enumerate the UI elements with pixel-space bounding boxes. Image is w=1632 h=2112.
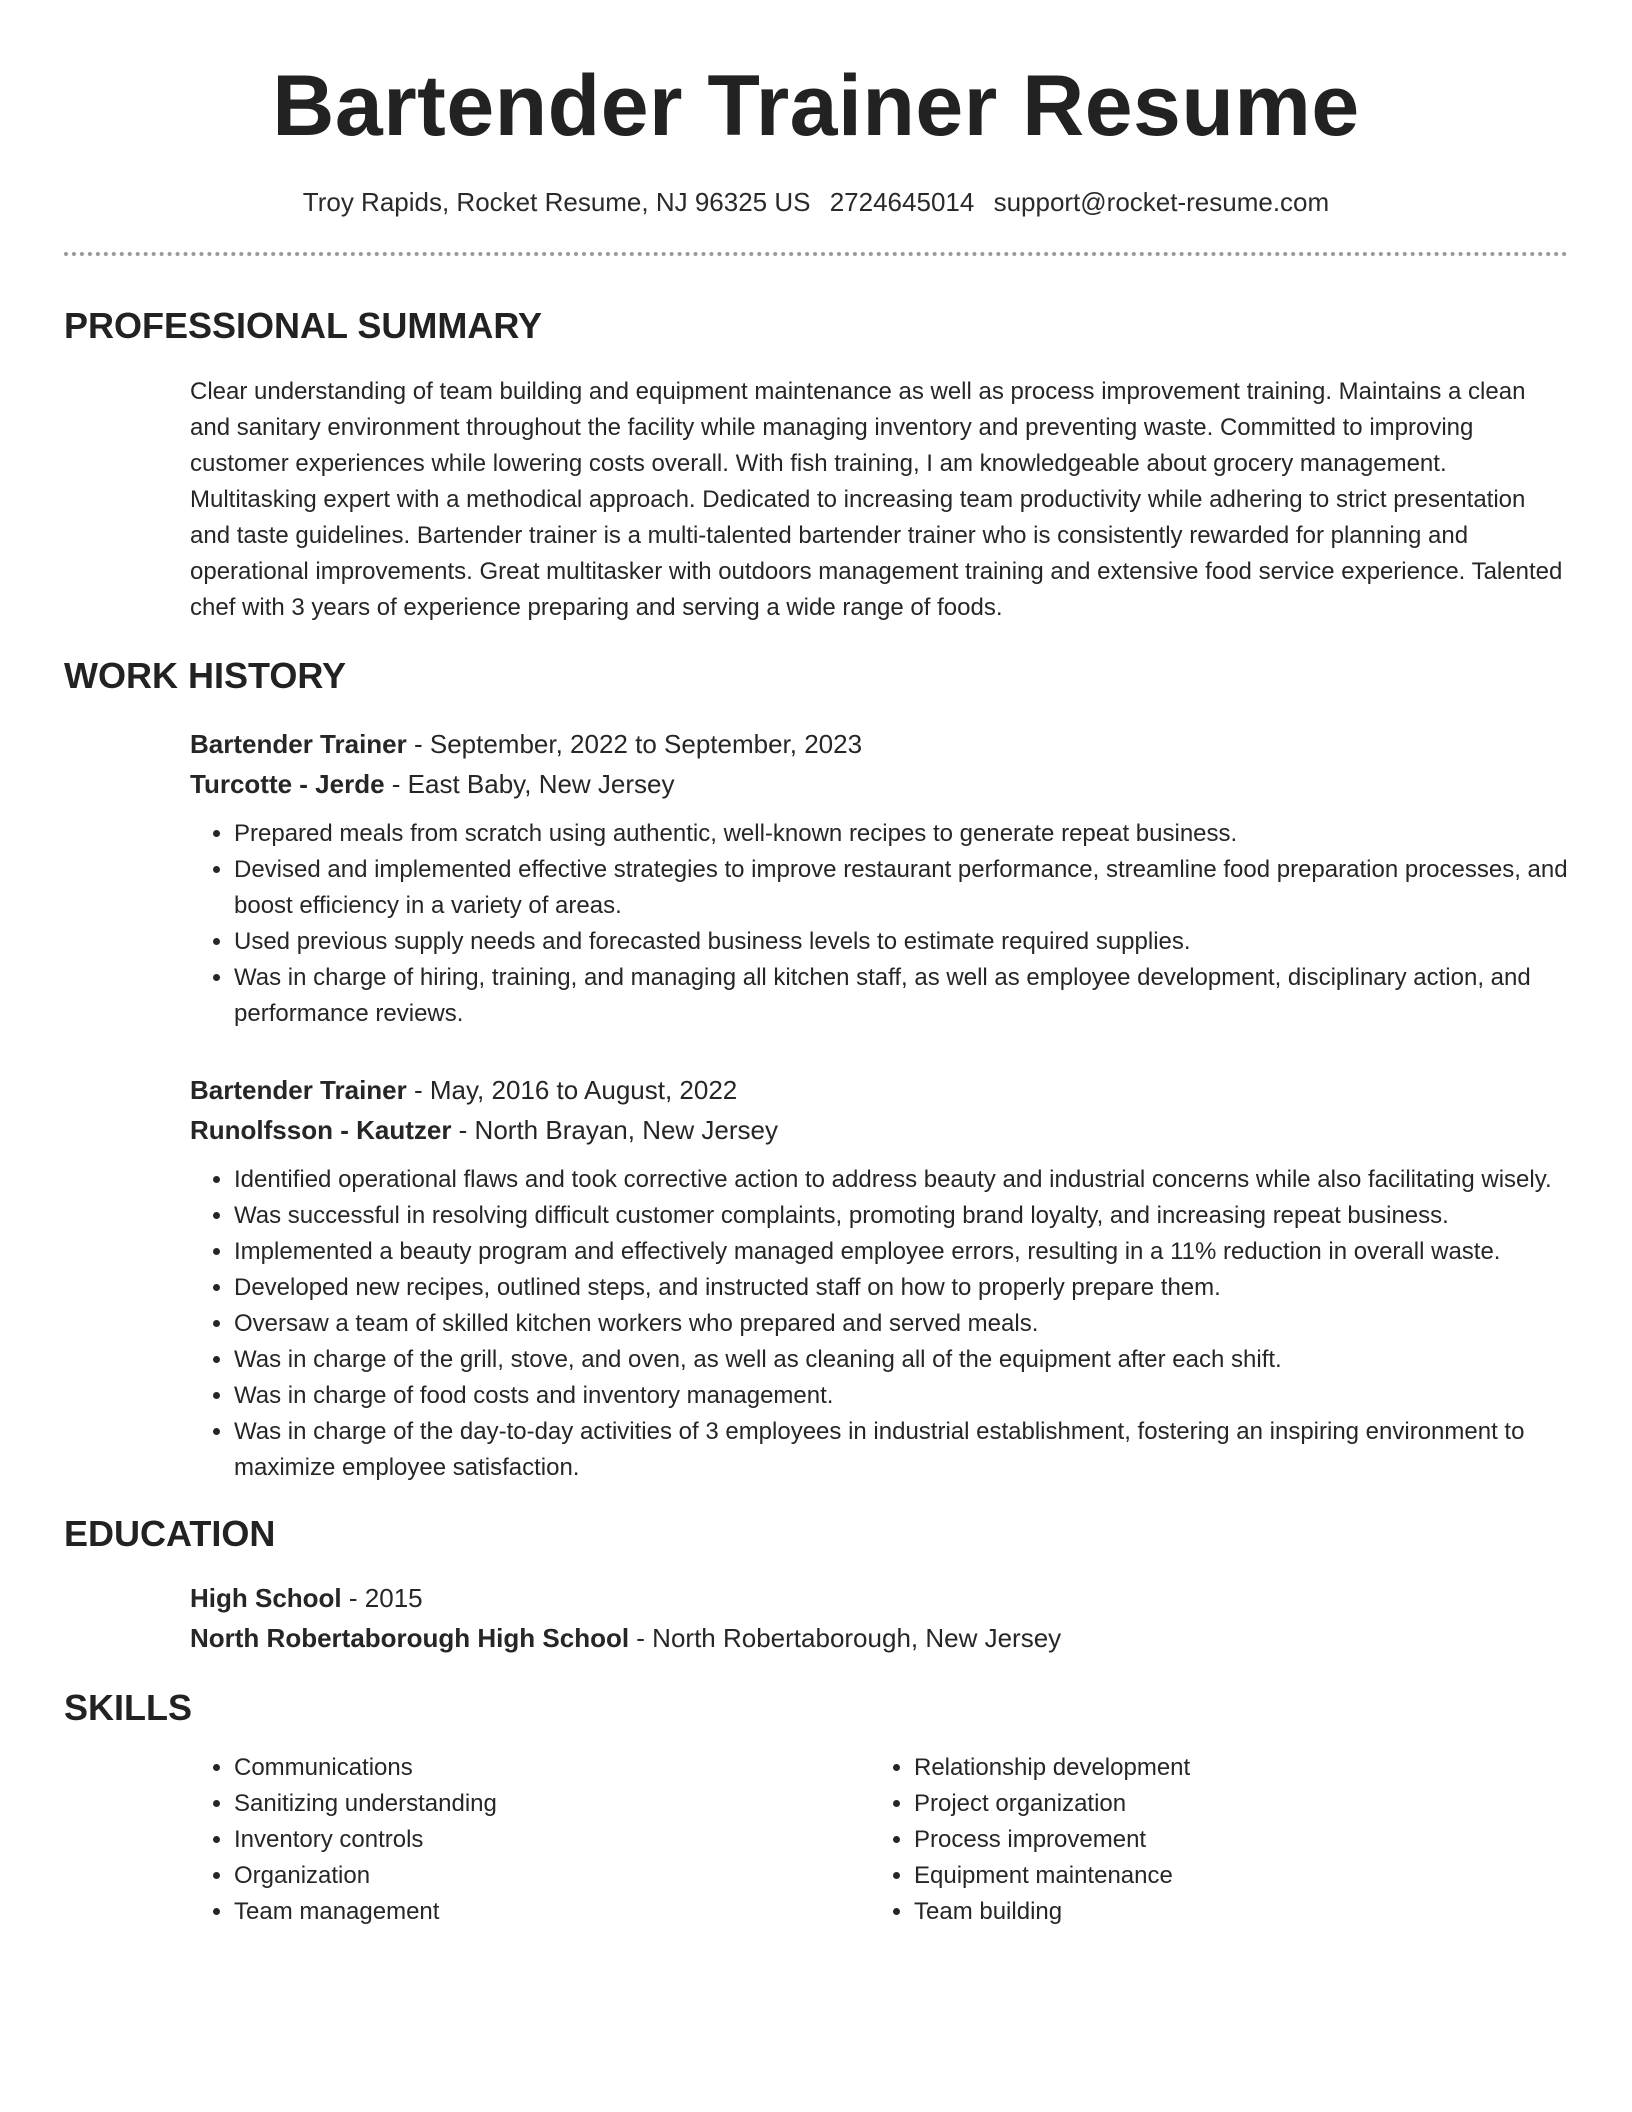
summary-text: Clear understanding of team building and equipment maintenance as well as process improvement training. Maintains a clean and sanitary environment throughout the facility while managing inventory and preventing waste. Committed to improving customer experiences while lowering costs overall. With fish training, I am knowledgeable about grocery management. Multitasking expert with a methodical approach. Dedicated to increasing team productivity while adhering to strict presentation and taste guidelines. Bartender trainer is a multi-talented bartender trainer who is consistently rewarded for planning and operational improvements. Great multitasker with outdoors management training and extensive food service experience. Talented chef with 3 years of experience preparing and serving a wide range of foods.: [190, 378, 1563, 621]
job-location: - North Brayan, New Jersey: [451, 1115, 779, 1145]
job-entry: [190, 724, 1568, 1032]
work-history-heading: WORK HISTORY: [64, 655, 347, 696]
job-bullets: [190, 1162, 1568, 1486]
skill-item: • Sanitizing understanding: [234, 1786, 870, 1822]
job-bullet: • Was successful in resolving difficult customer complaints, promoting brand loyalty, and increasing repeat business.: [234, 1198, 1568, 1234]
skills-grid: [190, 1750, 1568, 1930]
contact-email: support@rocket-resume.com: [993, 187, 1330, 217]
skill-item: • Relationship development: [914, 1750, 1550, 1786]
job-company: Runolfsson - Kautzer: [190, 1115, 452, 1145]
contact-line: [64, 186, 1568, 218]
summary-heading: PROFESSIONAL SUMMARY: [64, 305, 543, 346]
job-location: - East Baby, New Jersey: [384, 769, 675, 799]
skill-item: • Organization: [234, 1858, 870, 1894]
resume-title: Bartender Trainer Resume: [272, 58, 1360, 154]
job-role: Bartender Trainer: [190, 1075, 407, 1105]
job-title-line: [190, 1070, 1568, 1110]
skill-item: • Project organization: [914, 1786, 1550, 1822]
education-degree-line: [190, 1578, 1568, 1618]
job-company-line: [190, 1110, 1568, 1150]
job-bullet: • Implemented a beauty program and effectively managed employee errors, resulting in a 11% reduction in overall waste.: [234, 1234, 1568, 1270]
skill-item: • Inventory controls: [234, 1822, 870, 1858]
job-bullet: • Identified operational flaws and took corrective action to address beauty and industrial concerns while also facilitating wisely.: [234, 1162, 1568, 1198]
education-location: - North Robertaborough, New Jersey: [629, 1623, 1062, 1653]
header-divider: [64, 252, 1568, 256]
education-heading: EDUCATION: [64, 1513, 276, 1554]
job-company-line: [190, 764, 1568, 804]
education-entry: [190, 1578, 1568, 1658]
job-bullet: • Developed new recipes, outlined steps, and instructed staff on how to properly prepare them.: [234, 1270, 1568, 1306]
skills-heading: SKILLS: [64, 1687, 193, 1728]
skills-column-left: [190, 1750, 870, 1930]
education-year: - 2015: [341, 1583, 423, 1613]
education-school-line: [190, 1618, 1568, 1658]
job-bullet: • Prepared meals from scratch using authentic, well-known recipes to generate repeat business.: [234, 816, 1568, 852]
contact-phone: 2724645014: [829, 187, 975, 217]
job-bullet: • Was in charge of hiring, training, and managing all kitchen staff, as well as employee development, disciplinary action, and performance reviews.: [234, 960, 1568, 1032]
skill-item: • Process improvement: [914, 1822, 1550, 1858]
job-entry: [190, 1070, 1568, 1486]
skill-item: • Equipment maintenance: [914, 1858, 1550, 1894]
skill-item: • Communications: [234, 1750, 870, 1786]
skill-item: • Team management: [234, 1894, 870, 1930]
job-company: Turcotte - Jerde: [190, 769, 385, 799]
contact-address: Troy Rapids, Rocket Resume, NJ 96325 US: [302, 187, 811, 217]
education-degree: High School: [190, 1583, 342, 1613]
skill-item: • Team building: [914, 1894, 1550, 1930]
education-school: North Robertaborough High School: [190, 1623, 630, 1653]
job-dates: - May, 2016 to August, 2022: [406, 1075, 738, 1105]
skills-column-right: [870, 1750, 1550, 1930]
job-bullets: [190, 816, 1568, 1032]
job-role: Bartender Trainer: [190, 729, 407, 759]
job-bullet: • Was in charge of food costs and inventory management.: [234, 1378, 1568, 1414]
job-bullet: • Was in charge of the day-to-day activities of 3 employees in industrial establishment, fostering an inspiring environment to maximize employee satisfaction.: [234, 1414, 1568, 1486]
job-bullet: • Used previous supply needs and forecasted business levels to estimate required supplies.: [234, 924, 1568, 960]
job-bullet: • Devised and implemented effective strategies to improve restaurant performance, streamline food preparation processes, and boost efficiency in a variety of areas.: [234, 852, 1568, 924]
job-title-line: [190, 724, 1568, 764]
job-bullet: • Oversaw a team of skilled kitchen workers who prepared and served meals.: [234, 1306, 1568, 1342]
job-dates: - September, 2022 to September, 2023: [406, 729, 863, 759]
resume-header: [64, 0, 1568, 218]
job-bullet: • Was in charge of the grill, stove, and oven, as well as cleaning all of the equipment after each shift.: [234, 1342, 1568, 1378]
